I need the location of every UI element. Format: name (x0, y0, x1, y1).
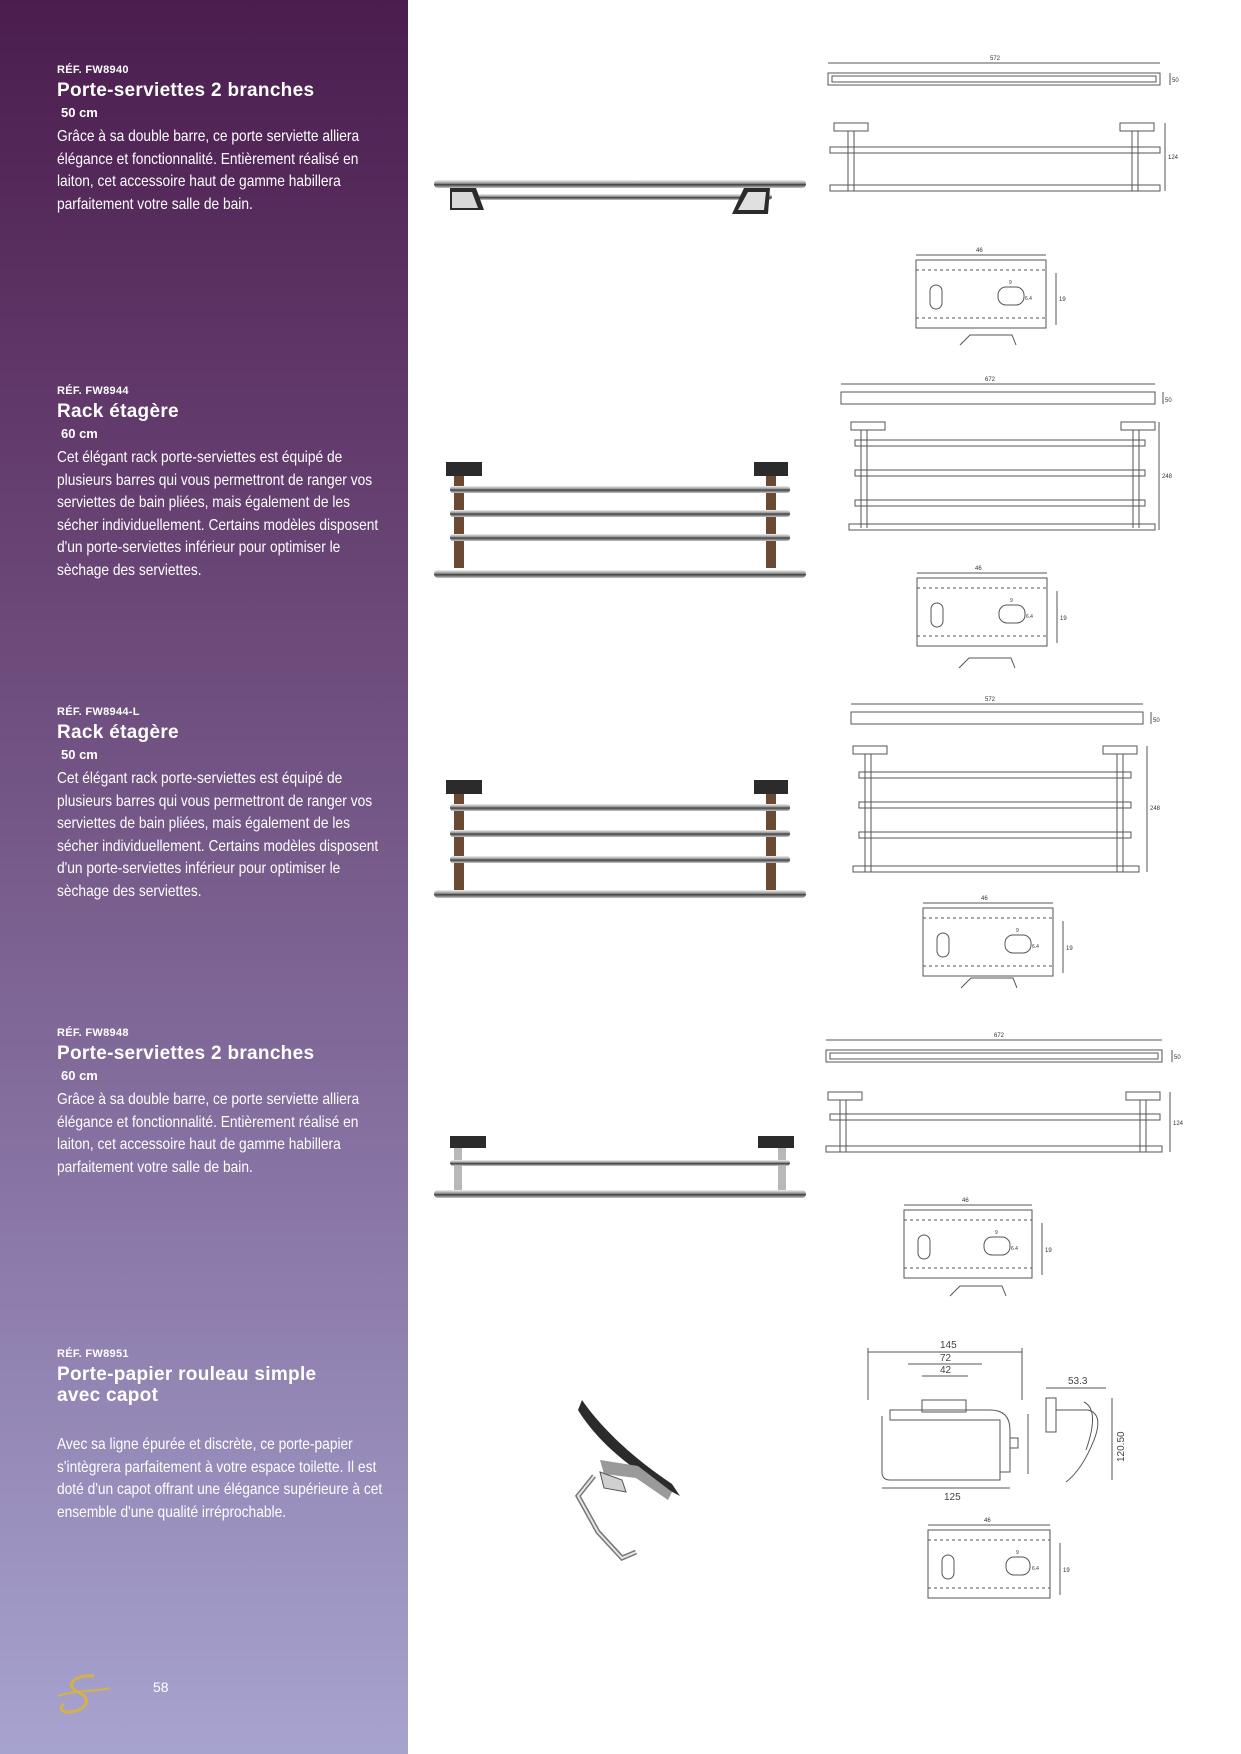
dimension-label: 672 (994, 1033, 1005, 1039)
dimension-label: 124 (1168, 155, 1179, 161)
product-title: Porte-papier rouleau simple avec capot (57, 1364, 317, 1406)
dimension-label: 50 (1153, 718, 1160, 724)
dimension-label: 9 (1009, 280, 1012, 286)
towel-bar (434, 890, 806, 898)
technical-drawing-fw8944 (835, 378, 1180, 668)
dimension-label: 72 (940, 1353, 952, 1364)
product-ref: RÉF. FW8948 (57, 1027, 129, 1039)
towel-bar (450, 1160, 790, 1166)
product-photo-fw8944 (432, 462, 808, 584)
dimension-label: 6.4 (1025, 296, 1032, 302)
dimension-label: 42 (940, 1365, 952, 1376)
product-description: Cet élégant rack porte-serviettes est équipé de plusieurs barres qui vous permettront de ranger vos serviettes de bain pliées, mais également de les sécher individuellement. Certains modèles disposent d'un porte-serviettes inférieur pour optimiser le sèchage des serviettes. (57, 770, 379, 900)
product-title: Rack étagère (57, 401, 179, 422)
dimension-label: 46 (984, 1518, 991, 1524)
dimension-label: 46 (975, 566, 982, 572)
dimension-label: 50 (1172, 78, 1179, 84)
product-size: 50 cm (61, 105, 98, 120)
towel-bar (450, 534, 790, 541)
product-fw8944 (57, 385, 397, 582)
dimension-label: 46 (981, 896, 988, 902)
towel-bar (434, 1190, 806, 1198)
dimension-label: 53.3 (1068, 1376, 1088, 1387)
product-ref: RÉF. FW8940 (57, 64, 129, 76)
dimension-label: 19 (1059, 297, 1066, 303)
dimension-label: 46 (962, 1198, 969, 1204)
product-photo-fw8948 (432, 1130, 808, 1204)
dimension-label: 50 (1174, 1055, 1181, 1061)
dimension-label: 6.4 (1026, 614, 1033, 620)
product-description: Grâce à sa double barre, ce porte serviette alliera élégance et fonctionnalité. Entièrement réalisé en laiton, cet accessoire haut de gamme habillera parfaitement votre salle de bain. (57, 128, 360, 213)
product-fw8940 (57, 64, 397, 216)
product-photo-fw8940 (432, 170, 808, 232)
dimension-label: 19 (1066, 946, 1073, 952)
product-photo-fw8944-l (432, 780, 808, 904)
towel-bar (450, 830, 790, 837)
product-fw8944-l (57, 706, 397, 903)
dimension-label: 9 (1010, 598, 1013, 604)
product-size: 60 cm (61, 426, 98, 441)
dimension-label: 19 (1063, 1568, 1070, 1574)
dimension-label: 9 (1016, 1550, 1019, 1556)
dimension-label: 6.4 (1032, 1566, 1039, 1572)
dimension-label: 124 (1173, 1121, 1184, 1127)
dimension-label: 248 (1162, 474, 1173, 480)
towel-bar (450, 486, 790, 493)
dimension-label: 572 (990, 56, 1001, 62)
dimension-label: 9 (995, 1230, 998, 1236)
dimension-label: 120.50 (1116, 1431, 1127, 1462)
technical-drawing-fw8940 (820, 55, 1180, 345)
product-description: Grâce à sa double barre, ce porte serviette alliera élégance et fonctionnalité. Entièrement réalisé en laiton, cet accessoire haut de gamme habillera parfaitement votre salle de bain. (57, 1091, 360, 1176)
product-size: 50 cm (61, 747, 98, 762)
towel-bar (434, 180, 806, 188)
towel-bar (434, 570, 806, 578)
technical-drawing-fw8944-l (845, 698, 1175, 988)
lid (578, 1400, 680, 1496)
dimension-label: 125 (944, 1492, 961, 1503)
product-description: Cet élégant rack porte-serviettes est équipé de plusieurs barres qui vous permettront de ranger vos serviettes de bain pliées, mais également de les sécher individuellement. Certains modèles disposent d'un porte-serviettes inférieur pour optimiser le sèchage des serviettes. (57, 449, 379, 579)
dimension-label: 19 (1045, 1248, 1052, 1254)
page-number: 58 (153, 1679, 169, 1695)
dimension-label: 572 (985, 697, 996, 703)
product-photo-fw8951 (560, 1396, 740, 1576)
dimension-label: 19 (1060, 616, 1067, 622)
product-title: Porte-serviettes 2 branches (57, 80, 315, 101)
dimension-label: 145 (940, 1340, 957, 1351)
dimension-label: 248 (1150, 806, 1161, 812)
brand-logo (54, 1670, 114, 1720)
product-ref: RÉF. FW8944-L (57, 706, 140, 718)
technical-drawing-fw8948 (822, 1030, 1182, 1300)
product-fw8951 (57, 1348, 383, 1524)
product-title: Rack étagère (57, 722, 179, 743)
product-ref: RÉF. FW8951 (57, 1348, 129, 1360)
dimension-label: 672 (985, 377, 996, 383)
towel-bar (452, 194, 772, 200)
towel-bar (450, 804, 790, 811)
product-fw8948 (57, 1027, 397, 1179)
dimension-label: 9 (1016, 928, 1019, 934)
product-title: Porte-serviettes 2 branches (57, 1043, 315, 1064)
dimension-label: 46 (976, 248, 983, 254)
technical-drawing-fw8951 (860, 1340, 1170, 1620)
dimension-label: 6.4 (1032, 944, 1039, 950)
product-size: 60 cm (61, 1068, 98, 1083)
product-ref: RÉF. FW8944 (57, 385, 129, 397)
dimension-label: 50 (1165, 398, 1172, 404)
product-description: Avec sa ligne épurée et discrète, ce porte-papier s'intègrera parfaitement à votre espace toilette. Il est doté d'un capot offrant une élégance supérieure à cet ensemble d'une qualité irréprochable. (57, 1436, 383, 1521)
towel-bar (450, 856, 790, 863)
towel-bar (450, 510, 790, 517)
dimension-label: 6.4 (1011, 1246, 1018, 1252)
